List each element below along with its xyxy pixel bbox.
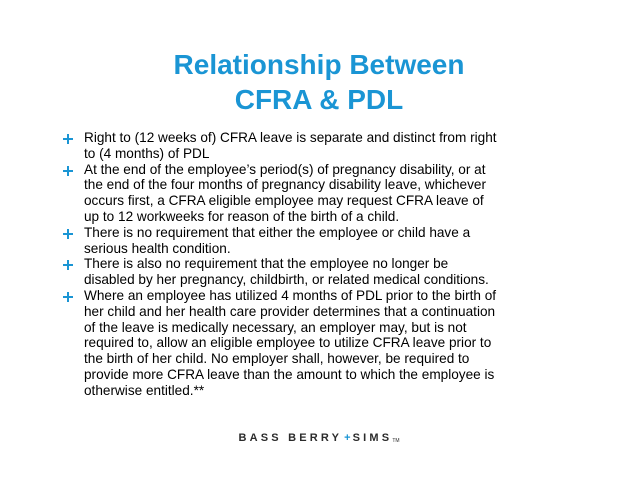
plus-bullet-icon (63, 260, 73, 270)
bullet-text-line: There is also no requirement that the employee no longer be (84, 256, 449, 272)
slide-title (0, 47, 638, 117)
logo-text-left: BASS BERRY (238, 432, 343, 444)
bullet-item (63, 288, 583, 399)
plus-bullet-icon (63, 134, 73, 144)
bullet-text-line: to (4 months) of PDL (84, 145, 210, 161)
bullet-text-line: the birth of her child. No employer shall, however, be required to (84, 351, 470, 367)
bullet-text-line: occurs first, a CFRA eligible employee may request CFRA leave of (84, 193, 484, 209)
bullet-text-line: There is no requirement that either the employee or child have a (84, 224, 471, 240)
slide-title-line-2: CFRA & PDL (234, 84, 404, 115)
bullet-text-line: Right to (12 weeks of) CFRA leave is separate and distinct from right (84, 130, 497, 145)
plus-bullet-icon (63, 166, 73, 176)
plus-bullet-icon (63, 292, 73, 302)
bullet-text-line: At the end of the employee’s period(s) of pregnancy disability, or at (84, 161, 486, 177)
bullet-list (63, 130, 583, 399)
bullet-text-line: provide more CFRA leave than the amount to which the employee is (84, 366, 495, 382)
bullet-text-line: the end of the four months of pregnancy disability leave, whichever (84, 177, 487, 193)
bullet-item (63, 162, 583, 225)
bullet-item (63, 130, 583, 162)
slide-title-line-1: Relationship Between (173, 49, 465, 80)
logo-plus-icon: + (344, 432, 351, 444)
firm-logo (0, 432, 638, 444)
bullet-text-line: of the leave is medically necessary, an employer may, but is not (84, 319, 467, 335)
plus-bullet-icon (63, 229, 73, 239)
bullet-text-line: her child and her health care provider determines that a continuation (84, 303, 496, 319)
bullet-text-line: serious health condition. (84, 240, 231, 256)
bullet-text-line: disabled by her pregnancy, childbirth, or related medical conditions. (84, 272, 489, 288)
bullet-item (63, 256, 583, 288)
bullet-text-line: up to 12 workweeks for reason of the birth of a child. (84, 208, 400, 224)
logo-trademark: TM (392, 438, 400, 444)
bullet-text-line: otherwise entitled.** (84, 382, 205, 398)
bullet-text-line: required to, allow an eligible employee to utilize CFRA leave prior to (84, 335, 492, 351)
logo-text-right: SIMS (352, 432, 393, 444)
bullet-text-line: Where an employee has utilized 4 months of PDL prior to the birth of (84, 287, 497, 303)
bullet-item (63, 225, 583, 257)
